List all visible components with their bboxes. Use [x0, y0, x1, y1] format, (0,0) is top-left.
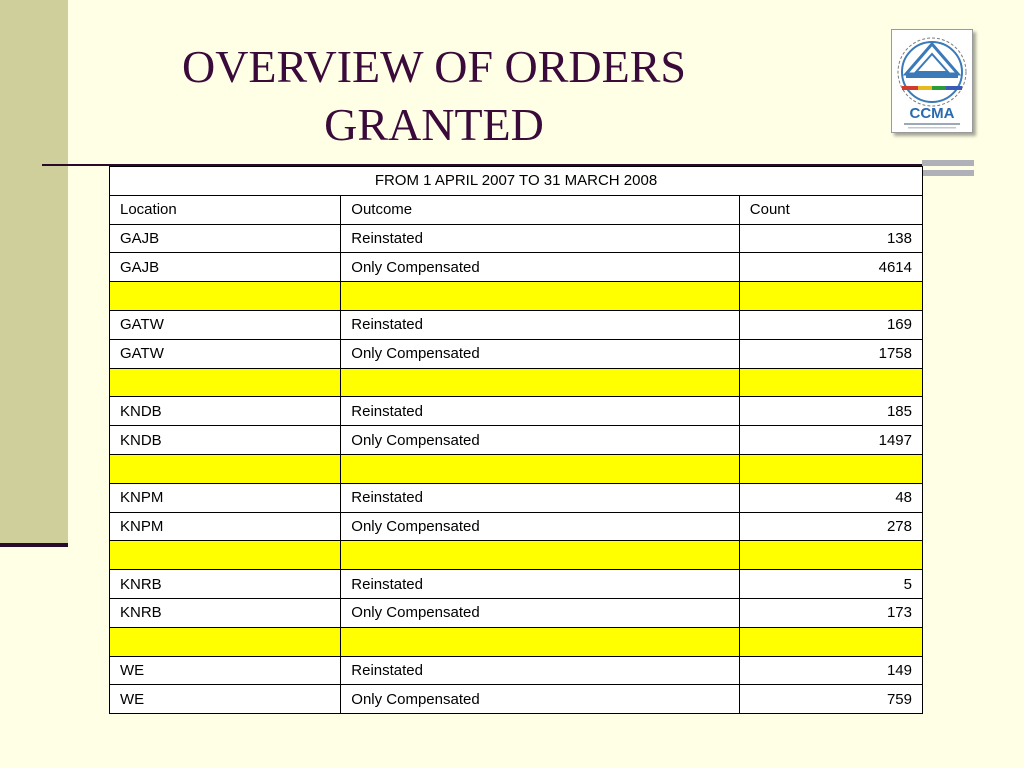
spacer-cell — [739, 368, 922, 397]
table-row — [110, 253, 923, 282]
ccma-logo-graphic — [892, 30, 972, 132]
outcome-cell: Only Compensated — [341, 512, 739, 541]
table-row — [110, 426, 923, 455]
table-row — [110, 598, 923, 627]
spacer-cell — [341, 454, 739, 483]
location-cell: KNPM — [110, 483, 341, 512]
spacer-cell — [739, 541, 922, 570]
slide-title-line-2: GRANTED — [324, 99, 544, 150]
divider-accent-upper — [922, 160, 974, 166]
location-cell: WE — [110, 656, 341, 685]
location-cell: GAJB — [110, 253, 341, 282]
outcome-cell: Reinstated — [341, 656, 739, 685]
outcome-cell: Reinstated — [341, 483, 739, 512]
header-location: Location — [110, 195, 341, 224]
location-cell: GATW — [110, 339, 341, 368]
outcome-cell: Reinstated — [341, 397, 739, 426]
count-cell: 1758 — [739, 339, 922, 368]
spacer-cell — [110, 454, 341, 483]
spacer-cell — [341, 368, 739, 397]
outcome-cell: Reinstated — [341, 310, 739, 339]
left-band-divider — [0, 543, 68, 547]
slide-title — [100, 38, 768, 154]
spacer-cell — [110, 541, 341, 570]
table-row — [110, 397, 923, 426]
spacer-row — [110, 627, 923, 656]
ccma-logo — [891, 29, 973, 133]
spacer-row — [110, 368, 923, 397]
header-count: Count — [739, 195, 922, 224]
spacer-cell — [341, 541, 739, 570]
header-row — [110, 195, 923, 224]
location-cell: KNPM — [110, 512, 341, 541]
outcome-cell: Only Compensated — [341, 598, 739, 627]
orders-table — [109, 166, 923, 714]
count-cell: 173 — [739, 598, 922, 627]
spacer-cell — [110, 368, 341, 397]
spacer-row — [110, 282, 923, 311]
table-row — [110, 483, 923, 512]
outcome-cell: Only Compensated — [341, 426, 739, 455]
spacer-cell — [110, 627, 341, 656]
location-cell: KNRB — [110, 570, 341, 599]
spacer-cell — [739, 454, 922, 483]
outcome-cell: Reinstated — [341, 570, 739, 599]
count-cell: 4614 — [739, 253, 922, 282]
spacer-row — [110, 541, 923, 570]
outcome-cell: Only Compensated — [341, 339, 739, 368]
header-outcome: Outcome — [341, 195, 739, 224]
count-cell: 278 — [739, 512, 922, 541]
spacer-cell — [739, 627, 922, 656]
outcome-cell: Only Compensated — [341, 685, 739, 714]
table-row — [110, 224, 923, 253]
outcome-cell: Only Compensated — [341, 253, 739, 282]
period-row — [110, 167, 923, 196]
count-cell: 185 — [739, 397, 922, 426]
table-row — [110, 685, 923, 714]
count-cell: 48 — [739, 483, 922, 512]
location-cell: GAJB — [110, 224, 341, 253]
location-cell: GATW — [110, 310, 341, 339]
location-cell: KNRB — [110, 598, 341, 627]
orders-table-body — [110, 167, 923, 714]
spacer-cell — [739, 282, 922, 311]
spacer-cell — [341, 282, 739, 311]
spacer-cell — [110, 282, 341, 311]
table-row — [110, 310, 923, 339]
count-cell: 169 — [739, 310, 922, 339]
count-cell: 5 — [739, 570, 922, 599]
count-cell: 759 — [739, 685, 922, 714]
location-cell: WE — [110, 685, 341, 714]
divider-accent-lower — [922, 170, 974, 176]
spacer-cell — [341, 627, 739, 656]
table-row — [110, 339, 923, 368]
table-row — [110, 570, 923, 599]
slide-title-line-1: OVERVIEW OF ORDERS — [181, 41, 687, 92]
outcome-cell: Reinstated — [341, 224, 739, 253]
count-cell: 149 — [739, 656, 922, 685]
table-row — [110, 512, 923, 541]
location-cell: KNDB — [110, 426, 341, 455]
left-decorative-band — [0, 0, 68, 545]
table-row — [110, 656, 923, 685]
spacer-row — [110, 454, 923, 483]
ccma-logo-text: CCMA — [909, 105, 955, 122]
period-cell: FROM 1 APRIL 2007 TO 31 MARCH 2008 — [110, 167, 923, 196]
count-cell: 1497 — [739, 426, 922, 455]
count-cell: 138 — [739, 224, 922, 253]
location-cell: KNDB — [110, 397, 341, 426]
